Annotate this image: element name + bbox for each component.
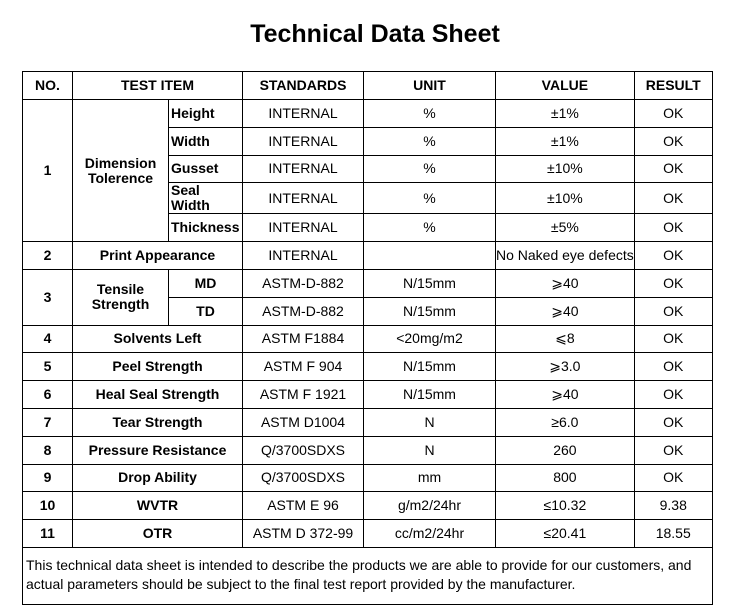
footnote-row	[23, 547, 713, 604]
unit-cell: cc/m2/24hr	[364, 520, 496, 548]
standard-cell: INTERNAL	[243, 127, 364, 155]
value-cell: ≥6.0	[496, 408, 635, 436]
unit-cell: N	[364, 436, 496, 464]
test-item: Pressure Resistance	[73, 436, 243, 464]
value-cell: ⩾40	[496, 381, 635, 409]
standard-cell: Q/3700SDXS	[243, 464, 364, 492]
result-cell: OK	[634, 242, 712, 270]
standard-cell: ASTM F 1921	[243, 381, 364, 409]
test-item-sub: TD	[169, 297, 243, 325]
result-cell: OK	[634, 353, 712, 381]
result-cell: OK	[634, 155, 712, 183]
standard-cell: INTERNAL	[243, 214, 364, 242]
table-row	[23, 242, 713, 270]
unit-cell: %	[364, 183, 496, 214]
result-cell: OK	[634, 408, 712, 436]
result-cell: OK	[634, 436, 712, 464]
unit-cell: N/15mm	[364, 353, 496, 381]
header-row	[23, 72, 713, 100]
test-item-group: Dimension Tolerence	[73, 100, 169, 242]
value-cell: ±1%	[496, 127, 635, 155]
unit-cell: N/15mm	[364, 381, 496, 409]
standard-cell: Q/3700SDXS	[243, 436, 364, 464]
table-row	[23, 464, 713, 492]
header-no: NO.	[23, 72, 73, 100]
result-cell: OK	[634, 269, 712, 297]
row-number: 8	[23, 436, 73, 464]
standard-cell: ASTM-D-882	[243, 269, 364, 297]
header-result: RESULT	[634, 72, 712, 100]
result-cell: OK	[634, 464, 712, 492]
standard-cell: INTERNAL	[243, 100, 364, 128]
unit-cell: %	[364, 127, 496, 155]
test-item: Tear Strength	[73, 408, 243, 436]
test-item-group: Tensile Strength	[73, 269, 169, 325]
test-item: Drop Ability	[73, 464, 243, 492]
test-item: WVTR	[73, 492, 243, 520]
header-test-item: TEST ITEM	[73, 72, 243, 100]
standard-cell: INTERNAL	[243, 242, 364, 270]
test-item-sub: Width	[169, 127, 243, 155]
table-row	[23, 520, 713, 548]
value-cell: ±5%	[496, 214, 635, 242]
test-item-sub: Thickness	[169, 214, 243, 242]
standard-cell: ASTM F 904	[243, 353, 364, 381]
header-unit: UNIT	[364, 72, 496, 100]
value-cell: 800	[496, 464, 635, 492]
row-number: 2	[23, 242, 73, 270]
result-cell: 9.38	[634, 492, 712, 520]
value-cell: ⩾3.0	[496, 353, 635, 381]
row-number: 11	[23, 520, 73, 548]
test-item-sub: Height	[169, 100, 243, 128]
value-cell: ⩽8	[496, 325, 635, 353]
result-cell: OK	[634, 297, 712, 325]
result-cell: OK	[634, 183, 712, 214]
footnote: This technical data sheet is intended to describe the products we are able to provide for our customers, and actual parameters should be subject to the final test report provided by the manufacturer.	[23, 547, 713, 604]
standard-cell: INTERNAL	[243, 183, 364, 214]
unit-cell: N/15mm	[364, 269, 496, 297]
standard-cell: ASTM D 372-99	[243, 520, 364, 548]
standard-cell: ASTM F1884	[243, 325, 364, 353]
header-value: VALUE	[496, 72, 635, 100]
row-number: 7	[23, 408, 73, 436]
unit-cell: %	[364, 100, 496, 128]
standard-cell: ASTM D1004	[243, 408, 364, 436]
table-row	[23, 325, 713, 353]
test-item: Peel Strength	[73, 353, 243, 381]
unit-cell: N	[364, 408, 496, 436]
unit-cell: %	[364, 214, 496, 242]
standard-cell: INTERNAL	[243, 155, 364, 183]
data-table	[22, 71, 713, 605]
row-number: 10	[23, 492, 73, 520]
unit-cell: N/15mm	[364, 297, 496, 325]
result-cell: OK	[634, 100, 712, 128]
result-cell: OK	[634, 381, 712, 409]
test-item: Heal Seal Strength	[73, 381, 243, 409]
row-number: 4	[23, 325, 73, 353]
result-cell: OK	[634, 214, 712, 242]
value-cell: ≤20.41	[496, 520, 635, 548]
row-number: 3	[23, 269, 73, 325]
table-row	[23, 408, 713, 436]
unit-cell: g/m2/24hr	[364, 492, 496, 520]
test-item: OTR	[73, 520, 243, 548]
test-item: Solvents Left	[73, 325, 243, 353]
test-item: Print Appearance	[73, 242, 243, 270]
value-cell: ±10%	[496, 155, 635, 183]
table-row	[23, 492, 713, 520]
value-cell: ≤10.32	[496, 492, 635, 520]
value-cell: No Naked eye defects	[496, 242, 635, 270]
value-cell: 260	[496, 436, 635, 464]
unit-cell	[364, 242, 496, 270]
result-cell: 18.55	[634, 520, 712, 548]
value-cell: ⩾40	[496, 269, 635, 297]
row-number: 5	[23, 353, 73, 381]
value-cell: ±10%	[496, 183, 635, 214]
page-title: Technical Data Sheet	[250, 20, 500, 48]
test-item-sub: Gusset	[169, 155, 243, 183]
result-cell: OK	[634, 325, 712, 353]
value-cell: ⩾40	[496, 297, 635, 325]
standard-cell: ASTM-D-882	[243, 297, 364, 325]
result-cell: OK	[634, 127, 712, 155]
value-cell: ±1%	[496, 100, 635, 128]
test-item-sub: MD	[169, 269, 243, 297]
unit-cell: mm	[364, 464, 496, 492]
table-row	[23, 100, 713, 128]
header-standards: STANDARDS	[243, 72, 364, 100]
test-item-sub: Seal Width	[169, 183, 243, 214]
row-number: 9	[23, 464, 73, 492]
standard-cell: ASTM E 96	[243, 492, 364, 520]
unit-cell: <20mg/m2	[364, 325, 496, 353]
unit-cell: %	[364, 155, 496, 183]
row-number: 1	[23, 100, 73, 242]
row-number: 6	[23, 381, 73, 409]
table-row	[23, 353, 713, 381]
table-row	[23, 436, 713, 464]
table-row	[23, 381, 713, 409]
table-row	[23, 269, 713, 297]
